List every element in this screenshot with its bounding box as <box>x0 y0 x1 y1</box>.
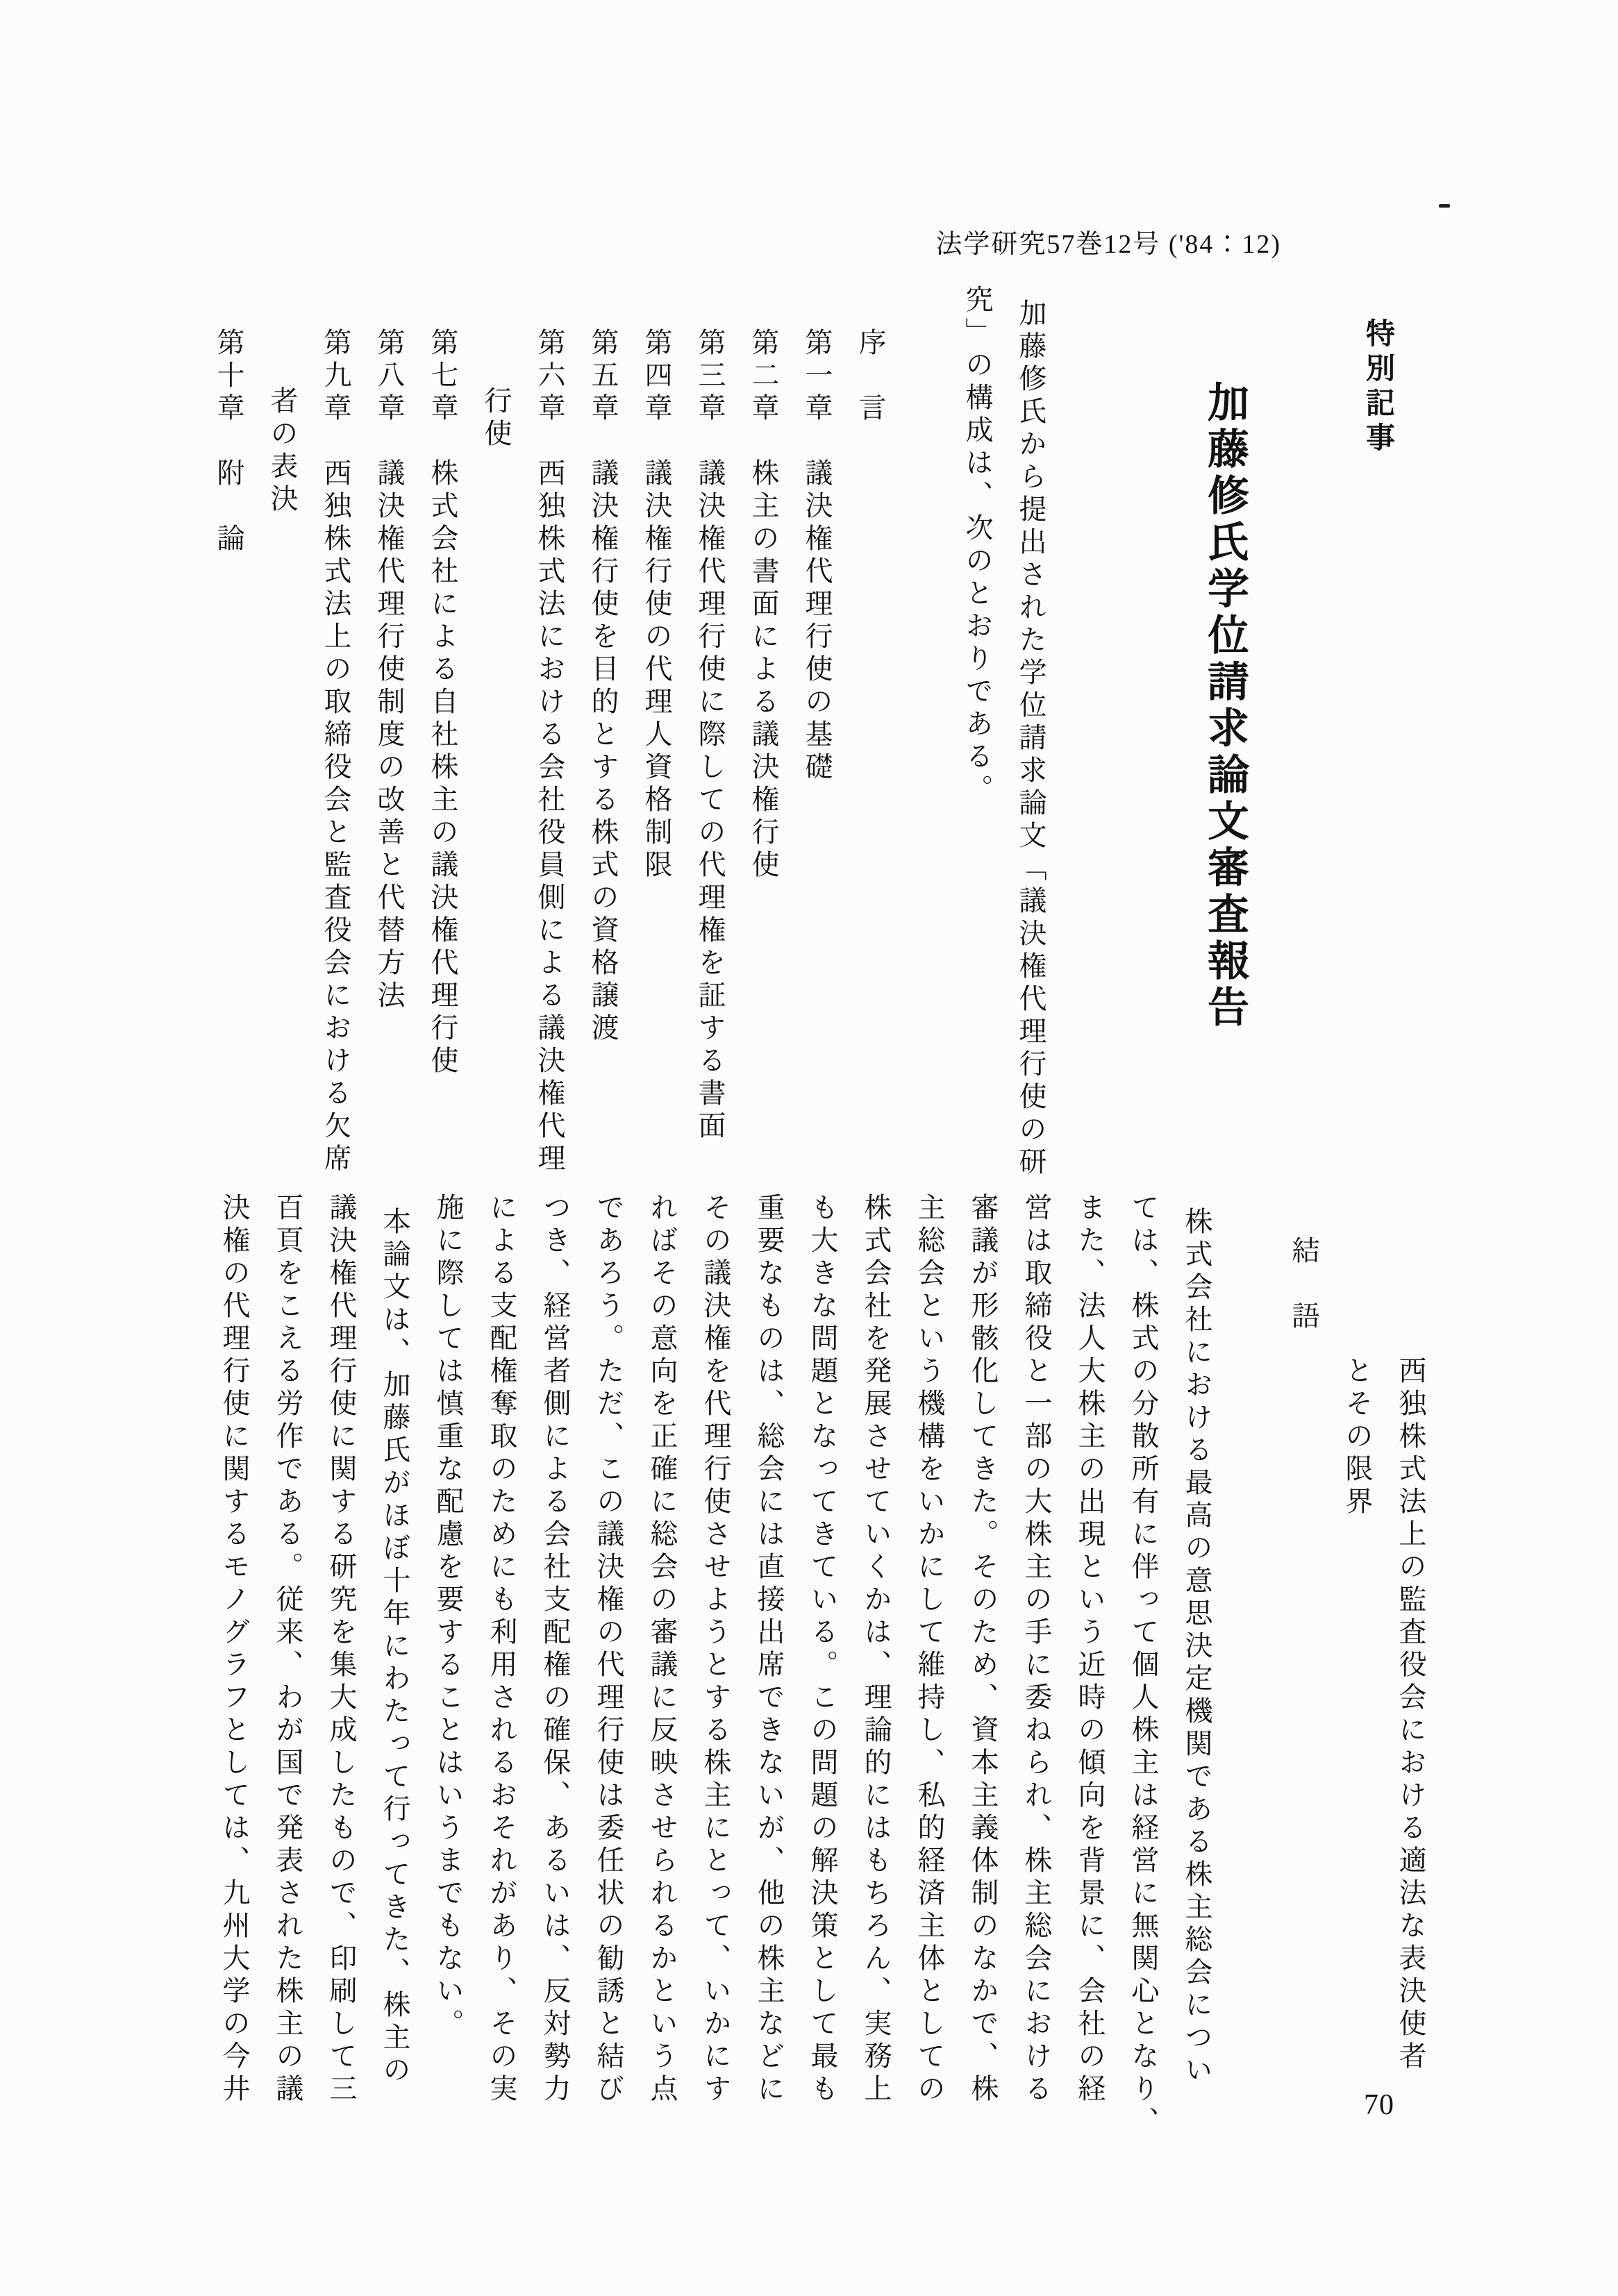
body-column-10: その議決権を代理行使させようとする株主にとって、いかにす <box>700 1193 731 2106</box>
body-column-13: つき、経営者側による会社支配権の確保、あるいは、反対勢力 <box>540 1193 571 2106</box>
body-column-17: 議決権代理行使に関する研究を集大成したもので、印刷して三 <box>326 1193 357 2106</box>
toc-column-ch9: 第九章 西独株式法上の取締役会と監査役会における欠席 <box>320 328 351 1176</box>
toc-column-ch7: 第七章 株式会社による自社株主の議決権代理行使 <box>427 328 458 1078</box>
body-column-2: ては、株式の分散所有に伴って個人株主は経営に無関心となり、 <box>1128 1193 1159 2139</box>
upper-section <box>202 285 1058 1180</box>
toc-column-ch4: 第四章 議決権行使の代理人資格制限 <box>641 328 672 882</box>
appendix-subtitle-column-2: とその限界 <box>1342 1356 1373 1519</box>
toc-column-ch6: 第六章 西独株式法における会社役員側による議決権代理 <box>534 328 565 1176</box>
body-column-12: であろう。ただ、この議決権の代理行使は委任状の勧誘と結び <box>593 1193 624 2106</box>
appendix-subtitle-column-1: 西独株式法上の監査役会における適法な表決使者 <box>1395 1356 1426 2074</box>
intro-column-1: 加藤修氏から提出された学位請求論文「議決権代理行使の研 <box>1015 299 1046 1180</box>
lower-section <box>208 1193 1437 2145</box>
body-column-1: 株式会社における最高の意思決定機関である株主総会につい <box>1181 1207 1212 2088</box>
section-spacer <box>1224 1193 1277 2145</box>
toc-column-ch3: 第三章 議決権代理行使に際しての代理権を証する書面 <box>694 328 726 1143</box>
body-column-18: 百頁をこえる労作である。従来、わが国で発表された株主の議 <box>272 1193 303 2106</box>
body-column-7: 株式会社を発展させていくかは、理論的にはもちろん、実務上 <box>860 1193 892 2106</box>
body-column-6: 主総会という機構をいかにして維持し、私的経済主体としての <box>914 1193 945 2106</box>
body-column-9: 重要なものは、総会には直接出席できないが、他の株主などに <box>753 1193 785 2106</box>
conclusion-heading: 結 語 <box>1288 1236 1319 1334</box>
body-column-8: も大きな問題となってきている。この問題の解決策として最も <box>807 1193 838 2106</box>
toc-column-ch6-continuation: 行使 <box>481 386 512 451</box>
toc-column-ch2: 第二章 株主の書面による議決権行使 <box>748 328 779 882</box>
corner-dash-mark <box>1439 204 1450 208</box>
page-title: 加藤修氏学位請求論文審査報告 <box>1202 380 1248 1032</box>
body-column-14: による支配権奪取のためにも利用されるおそれがあり、その実 <box>486 1193 517 2106</box>
body-column-5: 審議が形骸化してきた。そのため、資本主義体制のなかで、株 <box>967 1193 999 2106</box>
toc-column-ch9-continuation: 者の表決 <box>267 386 298 517</box>
body-column-3: また、法人大株主の出現という近時の傾向を背景に、会社の経 <box>1074 1193 1106 2106</box>
toc-column-ch1: 第一章 議決権代理行使の基礎 <box>801 328 833 785</box>
toc-column-ch5: 第五章 議決権行使を目的とする株式の資格譲渡 <box>587 328 619 1046</box>
body-column-19: 決権の代理行使に関するモノグラフとしては、九州大学の今井 <box>219 1193 250 2106</box>
body-column-4: 営は取締役と一部の大株主の手に委ねられ、株主総会における <box>1021 1193 1052 2106</box>
toc-column-ch10: 第十章 附 論 <box>213 328 244 556</box>
intro-column-2: 究」の構成は、次のとおりである。 <box>962 285 993 807</box>
section-spacer <box>897 285 951 1180</box>
body-column-16: 本論文は、加藤氏がほぼ十年にわたって行ってきた、株主の <box>379 1207 410 2088</box>
page-number: 70 <box>1364 2089 1394 2121</box>
toc-column-ch8: 第八章 議決権代理行使制度の改善と代替方法 <box>374 328 405 1013</box>
category-label: 特別記事 <box>1362 318 1395 457</box>
body-column-11: ればその意向を正確に総会の審議に反映させられるかという点 <box>647 1193 678 2106</box>
toc-column-preface: 序 言 <box>855 328 886 426</box>
journal-header: 法学研究57巻12号 ('84：12) <box>935 230 1281 259</box>
body-column-15: 施に際しては慎重な配慮を要することはいうまでもない。 <box>433 1193 464 2041</box>
